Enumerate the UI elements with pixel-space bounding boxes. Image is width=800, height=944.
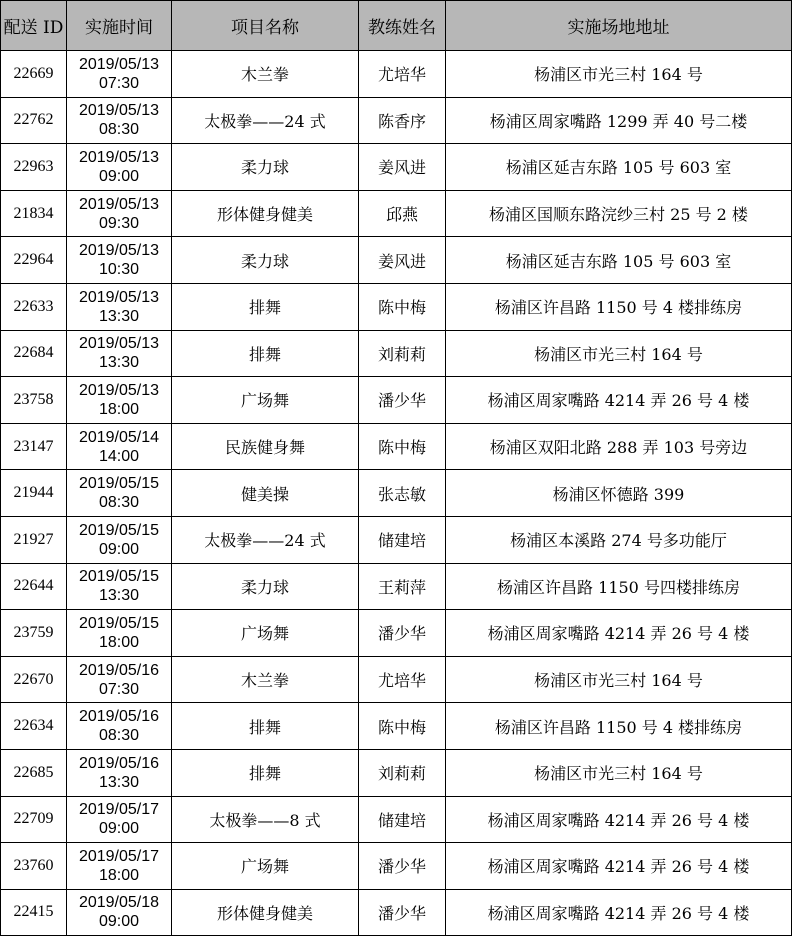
delivery-id-cell: 21927 (1, 516, 67, 563)
clock-time-text: 10:30 (98, 261, 140, 279)
clock-time-text: 08:30 (98, 727, 140, 745)
table-row (1, 144, 792, 191)
table-row (1, 610, 792, 657)
address-cell: 杨浦区市光三村 164 号 (446, 51, 792, 98)
clock-time-text: 18:00 (98, 400, 140, 418)
project-cell: 排舞 (172, 283, 359, 330)
address-cell: 杨浦区延吉东路 105 号 603 室 (446, 144, 792, 191)
date-text: 2019/05/15 (78, 568, 160, 586)
coach-cell: 储建培 (359, 516, 446, 563)
delivery-id-cell: 23758 (1, 377, 67, 424)
delivery-id-cell: 23147 (1, 423, 67, 470)
date-text: 2019/05/15 (78, 521, 160, 539)
address-cell: 杨浦区本溪路 274 号多功能厅 (446, 516, 792, 563)
delivery-id-cell: 22963 (1, 144, 67, 191)
date-text: 2019/05/14 (78, 428, 160, 446)
time-cell (67, 843, 172, 890)
project-cell: 排舞 (172, 330, 359, 377)
clock-time-text: 08:30 (98, 121, 140, 139)
coach-cell: 潘少华 (359, 610, 446, 657)
time-cell (67, 516, 172, 563)
time-cell (67, 237, 172, 284)
address-cell: 杨浦区许昌路 1150 号四楼排练房 (446, 563, 792, 610)
time-cell (67, 749, 172, 796)
time-cell (67, 97, 172, 144)
coach-cell: 陈中梅 (359, 423, 446, 470)
delivery-id-cell: 22415 (1, 889, 67, 936)
project-cell: 广场舞 (172, 610, 359, 657)
delivery-id-cell: 23760 (1, 843, 67, 890)
header-project: 项目名称 (172, 1, 359, 51)
date-text: 2019/05/15 (78, 475, 160, 493)
project-cell: 太极拳——24 式 (172, 97, 359, 144)
project-cell: 木兰拳 (172, 656, 359, 703)
coach-cell: 尤培华 (359, 51, 446, 98)
header-delivery-id: 配送 ID (1, 1, 67, 51)
table-row (1, 656, 792, 703)
project-cell: 广场舞 (172, 377, 359, 424)
coach-cell: 储建培 (359, 796, 446, 843)
table-row (1, 889, 792, 936)
clock-time-text: 18:00 (98, 866, 140, 884)
project-cell: 柔力球 (172, 144, 359, 191)
project-cell: 排舞 (172, 703, 359, 750)
table-row (1, 843, 792, 890)
coach-cell: 陈香序 (359, 97, 446, 144)
project-cell: 形体健身健美 (172, 190, 359, 237)
delivery-id-cell: 22644 (1, 563, 67, 610)
time-cell (67, 796, 172, 843)
clock-time-text: 13:30 (98, 354, 140, 372)
project-cell: 柔力球 (172, 237, 359, 284)
coach-cell: 刘莉莉 (359, 330, 446, 377)
header-row (1, 1, 792, 51)
clock-time-text: 18:00 (98, 633, 140, 651)
table-row (1, 470, 792, 517)
address-cell: 杨浦区周家嘴路 4214 弄 26 号 4 楼 (446, 610, 792, 657)
address-cell: 杨浦区双阳北路 288 弄 103 号旁边 (446, 423, 792, 470)
time-cell (67, 190, 172, 237)
project-cell: 柔力球 (172, 563, 359, 610)
delivery-id-cell: 22709 (1, 796, 67, 843)
date-text: 2019/05/15 (78, 614, 160, 632)
address-cell: 杨浦区周家嘴路 4214 弄 26 号 4 楼 (446, 796, 792, 843)
coach-cell: 姜风进 (359, 144, 446, 191)
table-row (1, 190, 792, 237)
time-cell (67, 470, 172, 517)
project-cell: 太极拳——8 式 (172, 796, 359, 843)
address-cell: 杨浦区怀德路 399 (446, 470, 792, 517)
address-cell: 杨浦区许昌路 1150 号 4 楼排练房 (446, 703, 792, 750)
delivery-id-cell: 22964 (1, 237, 67, 284)
table-row (1, 330, 792, 377)
clock-time-text: 09:00 (98, 913, 140, 931)
date-text: 2019/05/17 (78, 801, 160, 819)
time-cell (67, 656, 172, 703)
coach-cell: 潘少华 (359, 889, 446, 936)
date-text: 2019/05/13 (78, 288, 160, 306)
address-cell: 杨浦区许昌路 1150 号 4 楼排练房 (446, 283, 792, 330)
time-cell (67, 377, 172, 424)
clock-time-text: 09:00 (98, 540, 140, 558)
address-cell: 杨浦区市光三村 164 号 (446, 656, 792, 703)
project-cell: 广场舞 (172, 843, 359, 890)
time-cell (67, 563, 172, 610)
address-cell: 杨浦区周家嘴路 4214 弄 26 号 4 楼 (446, 843, 792, 890)
table-row (1, 423, 792, 470)
address-cell: 杨浦区市光三村 164 号 (446, 330, 792, 377)
time-cell (67, 144, 172, 191)
delivery-id-cell: 22633 (1, 283, 67, 330)
time-cell (67, 423, 172, 470)
table-row (1, 749, 792, 796)
date-text: 2019/05/13 (78, 335, 160, 353)
address-cell: 杨浦区周家嘴路 1299 弄 40 号二楼 (446, 97, 792, 144)
address-cell: 杨浦区周家嘴路 4214 弄 26 号 4 楼 (446, 377, 792, 424)
date-text: 2019/05/16 (78, 708, 160, 726)
table-row (1, 97, 792, 144)
clock-time-text: 09:00 (98, 167, 140, 185)
time-cell (67, 283, 172, 330)
header-coach: 教练姓名 (359, 1, 446, 51)
time-cell (67, 889, 172, 936)
coach-cell: 尤培华 (359, 656, 446, 703)
project-cell: 排舞 (172, 749, 359, 796)
coach-cell: 邱燕 (359, 190, 446, 237)
clock-time-text: 09:30 (98, 214, 140, 232)
header-time: 实施时间 (67, 1, 172, 51)
date-text: 2019/05/13 (78, 148, 160, 166)
date-text: 2019/05/17 (78, 847, 160, 865)
address-cell: 杨浦区国顺东路浣纱三村 25 号 2 楼 (446, 190, 792, 237)
address-cell: 杨浦区周家嘴路 4214 弄 26 号 4 楼 (446, 889, 792, 936)
table-row (1, 51, 792, 98)
date-text: 2019/05/16 (78, 754, 160, 772)
coach-cell: 潘少华 (359, 843, 446, 890)
clock-time-text: 07:30 (98, 680, 140, 698)
coach-cell: 陈中梅 (359, 283, 446, 330)
date-text: 2019/05/18 (78, 894, 160, 912)
date-text: 2019/05/16 (78, 661, 160, 679)
clock-time-text: 13:30 (98, 773, 140, 791)
table-row (1, 796, 792, 843)
table-body (1, 51, 792, 936)
project-cell: 健美操 (172, 470, 359, 517)
project-cell: 民族健身舞 (172, 423, 359, 470)
time-cell (67, 610, 172, 657)
clock-time-text: 08:30 (98, 494, 140, 512)
coach-cell: 陈中梅 (359, 703, 446, 750)
clock-time-text: 13:30 (98, 587, 140, 605)
delivery-id-cell: 22670 (1, 656, 67, 703)
table-row (1, 377, 792, 424)
time-cell (67, 51, 172, 98)
delivery-id-cell: 21944 (1, 470, 67, 517)
header-address: 实施场地地址 (446, 1, 792, 51)
table-row (1, 516, 792, 563)
clock-time-text: 09:00 (98, 820, 140, 838)
coach-cell: 潘少华 (359, 377, 446, 424)
delivery-id-cell: 22685 (1, 749, 67, 796)
table-row (1, 703, 792, 750)
table-row (1, 283, 792, 330)
clock-time-text: 07:30 (98, 74, 140, 92)
clock-time-text: 13:30 (98, 307, 140, 325)
project-cell: 木兰拳 (172, 51, 359, 98)
coach-cell: 张志敏 (359, 470, 446, 517)
date-text: 2019/05/13 (78, 102, 160, 120)
date-text: 2019/05/13 (78, 242, 160, 260)
coach-cell: 姜风进 (359, 237, 446, 284)
delivery-id-cell: 22634 (1, 703, 67, 750)
delivery-id-cell: 22669 (1, 51, 67, 98)
delivery-id-cell: 22762 (1, 97, 67, 144)
delivery-id-cell: 22684 (1, 330, 67, 377)
time-cell (67, 330, 172, 377)
table-row (1, 237, 792, 284)
coach-cell: 王莉萍 (359, 563, 446, 610)
table-row (1, 563, 792, 610)
clock-time-text: 14:00 (98, 447, 140, 465)
date-text: 2019/05/13 (78, 55, 160, 73)
delivery-id-cell: 21834 (1, 190, 67, 237)
delivery-id-cell: 23759 (1, 610, 67, 657)
date-text: 2019/05/13 (78, 381, 160, 399)
project-cell: 太极拳——24 式 (172, 516, 359, 563)
project-cell: 形体健身健美 (172, 889, 359, 936)
time-cell (67, 703, 172, 750)
date-text: 2019/05/13 (78, 195, 160, 213)
coach-cell: 刘莉莉 (359, 749, 446, 796)
address-cell: 杨浦区市光三村 164 号 (446, 749, 792, 796)
address-cell: 杨浦区延吉东路 105 号 603 室 (446, 237, 792, 284)
